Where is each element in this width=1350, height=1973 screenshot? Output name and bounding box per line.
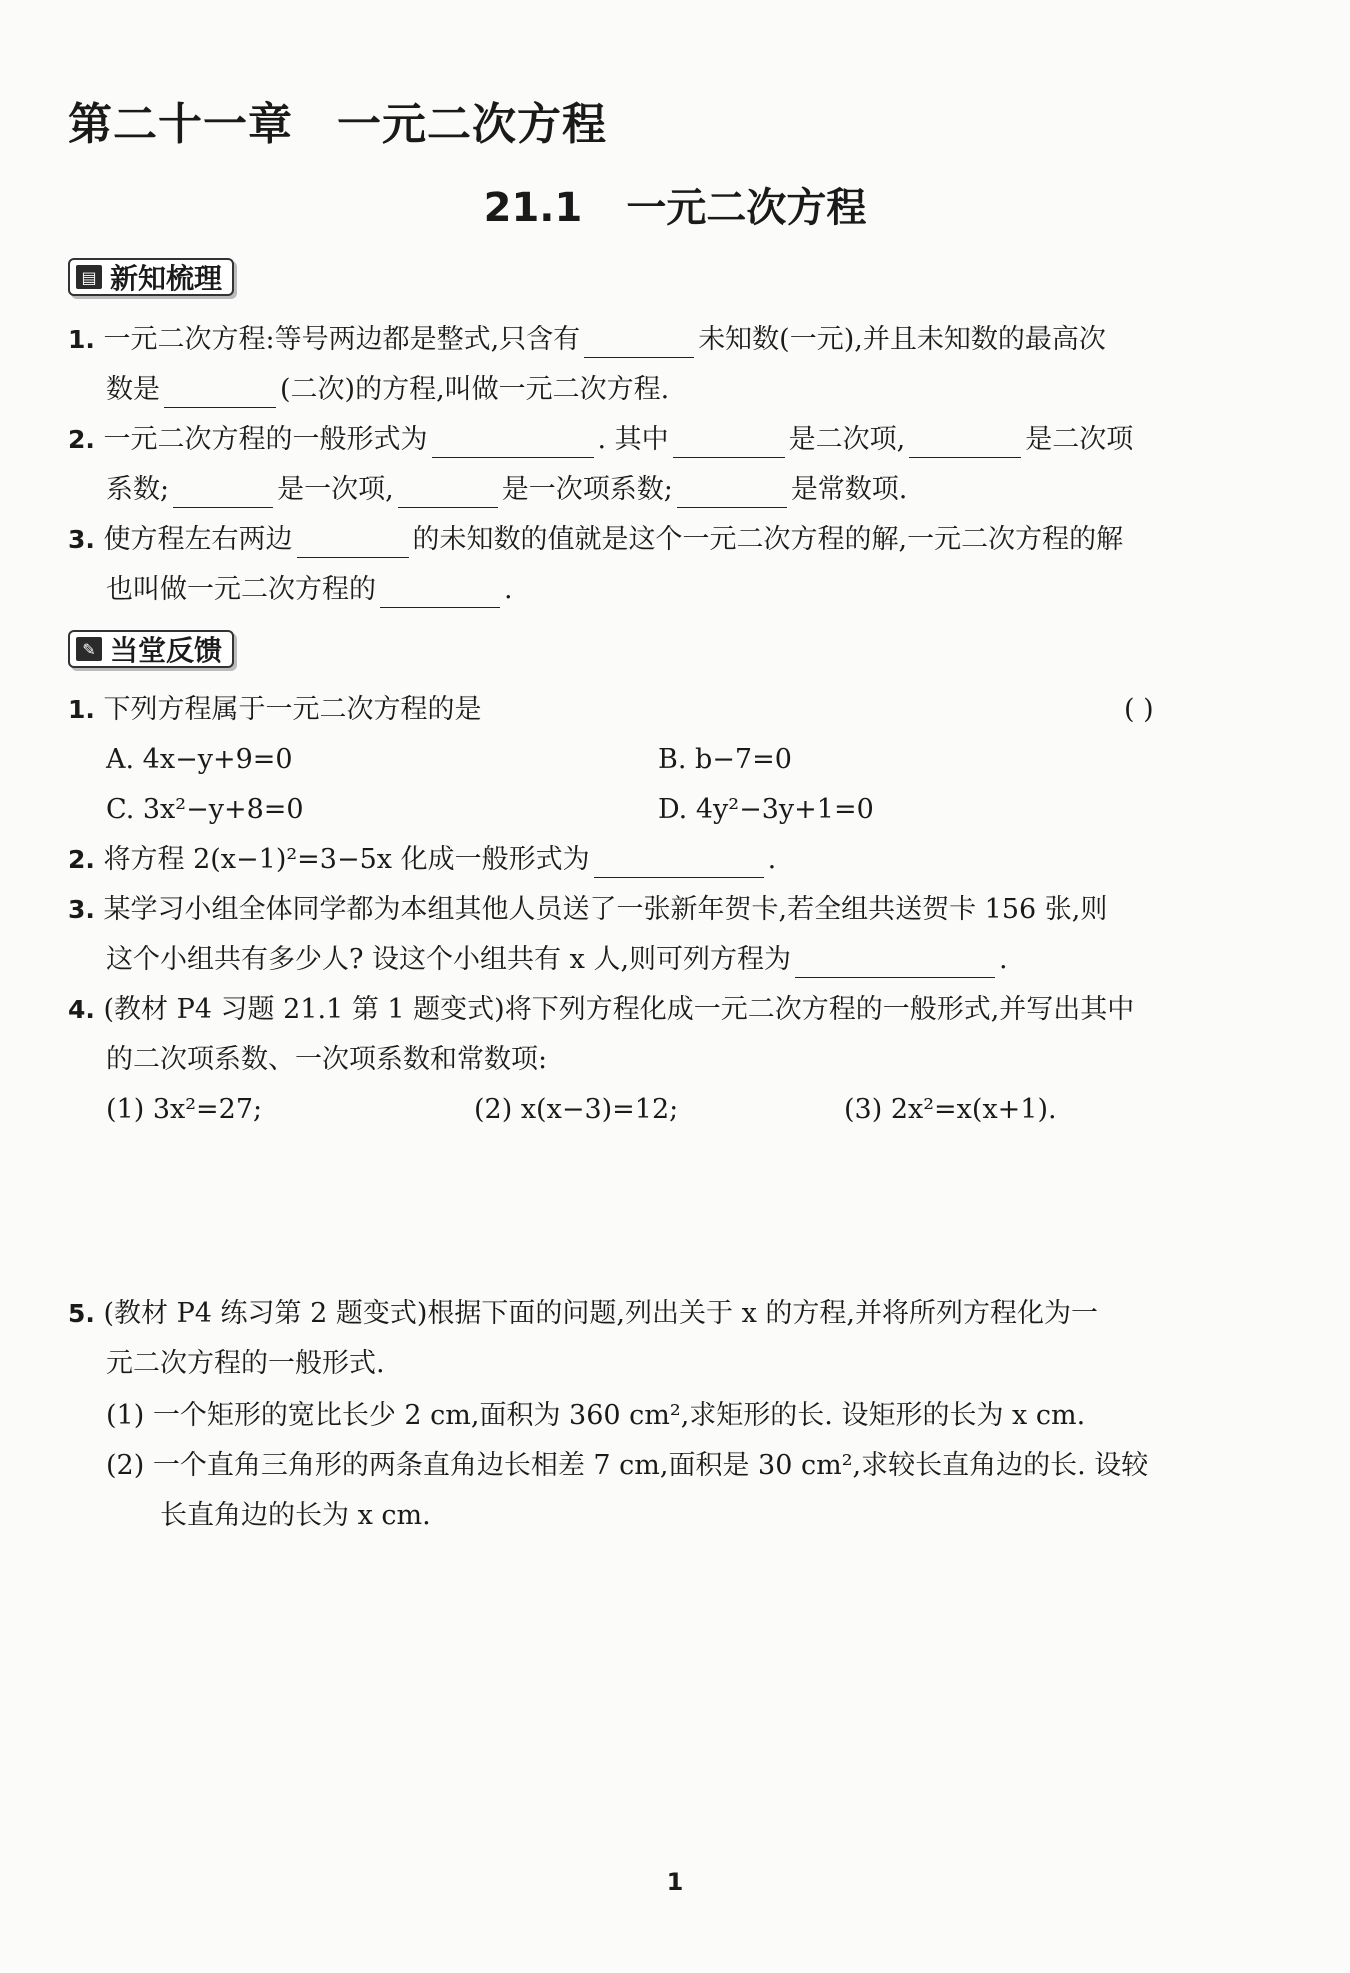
text: 是二次项 bbox=[1025, 424, 1134, 455]
feedback-q4-line2: 的二次项系数、一次项系数和常数项: bbox=[106, 1044, 548, 1075]
section-number: 21.1 bbox=[483, 185, 583, 231]
knowledge-item-2-line2 bbox=[106, 472, 907, 508]
text: 的未知数的值就是这个一元二次方程的解,一元二次方程的解 bbox=[412, 524, 1124, 555]
feedback-q5-line2: 元二次方程的一般形式. bbox=[106, 1348, 385, 1379]
feedback-q2 bbox=[68, 842, 776, 878]
text: 也叫做一元二次方程的 bbox=[106, 574, 376, 605]
answer-blank[interactable] bbox=[677, 477, 787, 508]
sub-question-2: (2) x(x−3)=12; bbox=[474, 1094, 679, 1125]
text: 系数; bbox=[106, 474, 170, 505]
question-text: 将方程 2(x−1)²=3−5x 化成一般形式为 bbox=[103, 844, 590, 875]
chapter-heading bbox=[68, 88, 607, 152]
feedback-q4-line1 bbox=[68, 992, 1134, 1028]
item-number: 2. bbox=[68, 425, 95, 454]
sub-question-1: (1) 一个矩形的宽比长少 2 cm,面积为 360 cm²,求矩形的长. 设矩形的长为 x cm. bbox=[106, 1400, 1086, 1431]
feedback-q3-line2 bbox=[106, 942, 1008, 978]
knowledge-item-2-line1 bbox=[68, 422, 1133, 458]
text: 是常数项. bbox=[790, 474, 908, 505]
book-icon: ▤ bbox=[76, 265, 102, 289]
item-number: 5. bbox=[68, 1299, 95, 1328]
text: 数是 bbox=[106, 374, 160, 405]
text: . bbox=[999, 944, 1008, 975]
item-number: 1. bbox=[68, 695, 95, 724]
page-number: 1 bbox=[666, 1868, 684, 1896]
sub-question-1: (1) 3x²=27; bbox=[106, 1094, 263, 1125]
item-number: 4. bbox=[68, 995, 95, 1024]
text: 是一次项系数; bbox=[501, 474, 673, 505]
chapter-subject: 一元二次方程 bbox=[337, 99, 607, 150]
sub-question-2-line1: (2) 一个直角三角形的两条直角边长相差 7 cm,面积是 30 cm²,求较长直角边的长. 设较 bbox=[106, 1450, 1149, 1481]
item-number: 2. bbox=[68, 845, 95, 874]
item-number: 1. bbox=[68, 325, 95, 354]
item-number: 3. bbox=[68, 525, 95, 554]
answer-blank[interactable] bbox=[584, 327, 694, 358]
answer-blank[interactable] bbox=[398, 477, 498, 508]
answer-blank[interactable] bbox=[795, 947, 995, 978]
answer-blank[interactable] bbox=[297, 527, 409, 558]
text: 一元二次方程的一般形式为 bbox=[103, 424, 428, 455]
feedback-q5-line1 bbox=[68, 1296, 1098, 1332]
option-a[interactable]: A. 4x−y+9=0 bbox=[106, 744, 293, 775]
section-heading bbox=[0, 176, 1350, 233]
knowledge-item-1-line2 bbox=[106, 372, 669, 408]
question-text: (教材 P4 练习第 2 题变式)根据下面的问题,列出关于 x 的方程,并将所列方程化为一 bbox=[103, 1298, 1098, 1329]
knowledge-item-1-line1 bbox=[68, 322, 1106, 358]
text: . bbox=[767, 844, 777, 875]
text: 使方程左右两边 bbox=[103, 524, 293, 555]
pencil-icon: ✎ bbox=[76, 637, 102, 661]
option-b[interactable]: B. b−7=0 bbox=[658, 744, 792, 775]
knowledge-item-3-line1 bbox=[68, 522, 1123, 558]
sub-question-3: (3) 2x²=x(x+1). bbox=[844, 1094, 1057, 1125]
text: 未知数(一元),并且未知数的最高次 bbox=[698, 324, 1106, 355]
answer-blank[interactable] bbox=[173, 477, 273, 508]
sub-question-2-line2: 长直角边的长为 x cm. bbox=[160, 1500, 431, 1531]
answer-blank[interactable] bbox=[164, 377, 276, 408]
answer-paren[interactable]: ( ) bbox=[1124, 694, 1154, 725]
question-text: 某学习小组全体同学都为本组其他人员送了一张新年贺卡,若全组共送贺卡 156 张,则 bbox=[103, 894, 1108, 925]
text: 是二次项, bbox=[788, 424, 906, 455]
section-tag-feedback bbox=[68, 630, 234, 668]
answer-blank[interactable] bbox=[594, 847, 764, 878]
text: . bbox=[504, 574, 513, 605]
text: . 其中 bbox=[597, 424, 669, 455]
answer-blank[interactable] bbox=[673, 427, 785, 458]
option-c[interactable]: C. 3x²−y+8=0 bbox=[106, 794, 304, 825]
section-tag-knowledge bbox=[68, 258, 234, 296]
question-text: 下列方程属于一元二次方程的是 bbox=[103, 694, 482, 725]
option-d[interactable]: D. 4y²−3y+1=0 bbox=[658, 794, 874, 825]
answer-blank[interactable] bbox=[909, 427, 1021, 458]
section-tag-label: 新知梳理 bbox=[110, 262, 223, 295]
answer-blank[interactable] bbox=[432, 427, 594, 458]
feedback-q3-line1 bbox=[68, 892, 1107, 928]
question-text: 这个小组共有多少人? 设这个小组共有 x 人,则可列方程为 bbox=[106, 944, 792, 975]
chapter-title: 第二十一章 bbox=[68, 99, 293, 150]
text: (二次)的方程,叫做一元二次方程. bbox=[280, 374, 670, 405]
section-tag-label: 当堂反馈 bbox=[110, 634, 223, 667]
section-title: 一元二次方程 bbox=[626, 185, 867, 231]
text: 是一次项, bbox=[277, 474, 394, 505]
question-text: (教材 P4 习题 21.1 第 1 题变式)将下列方程化成一元二次方程的一般形式,并写出其中 bbox=[103, 994, 1135, 1025]
answer-blank[interactable] bbox=[380, 577, 500, 608]
text: 一元二次方程:等号两边都是整式,只含有 bbox=[103, 324, 581, 355]
feedback-q1 bbox=[68, 692, 482, 728]
knowledge-item-3-line2 bbox=[106, 572, 513, 608]
item-number: 3. bbox=[68, 895, 95, 924]
